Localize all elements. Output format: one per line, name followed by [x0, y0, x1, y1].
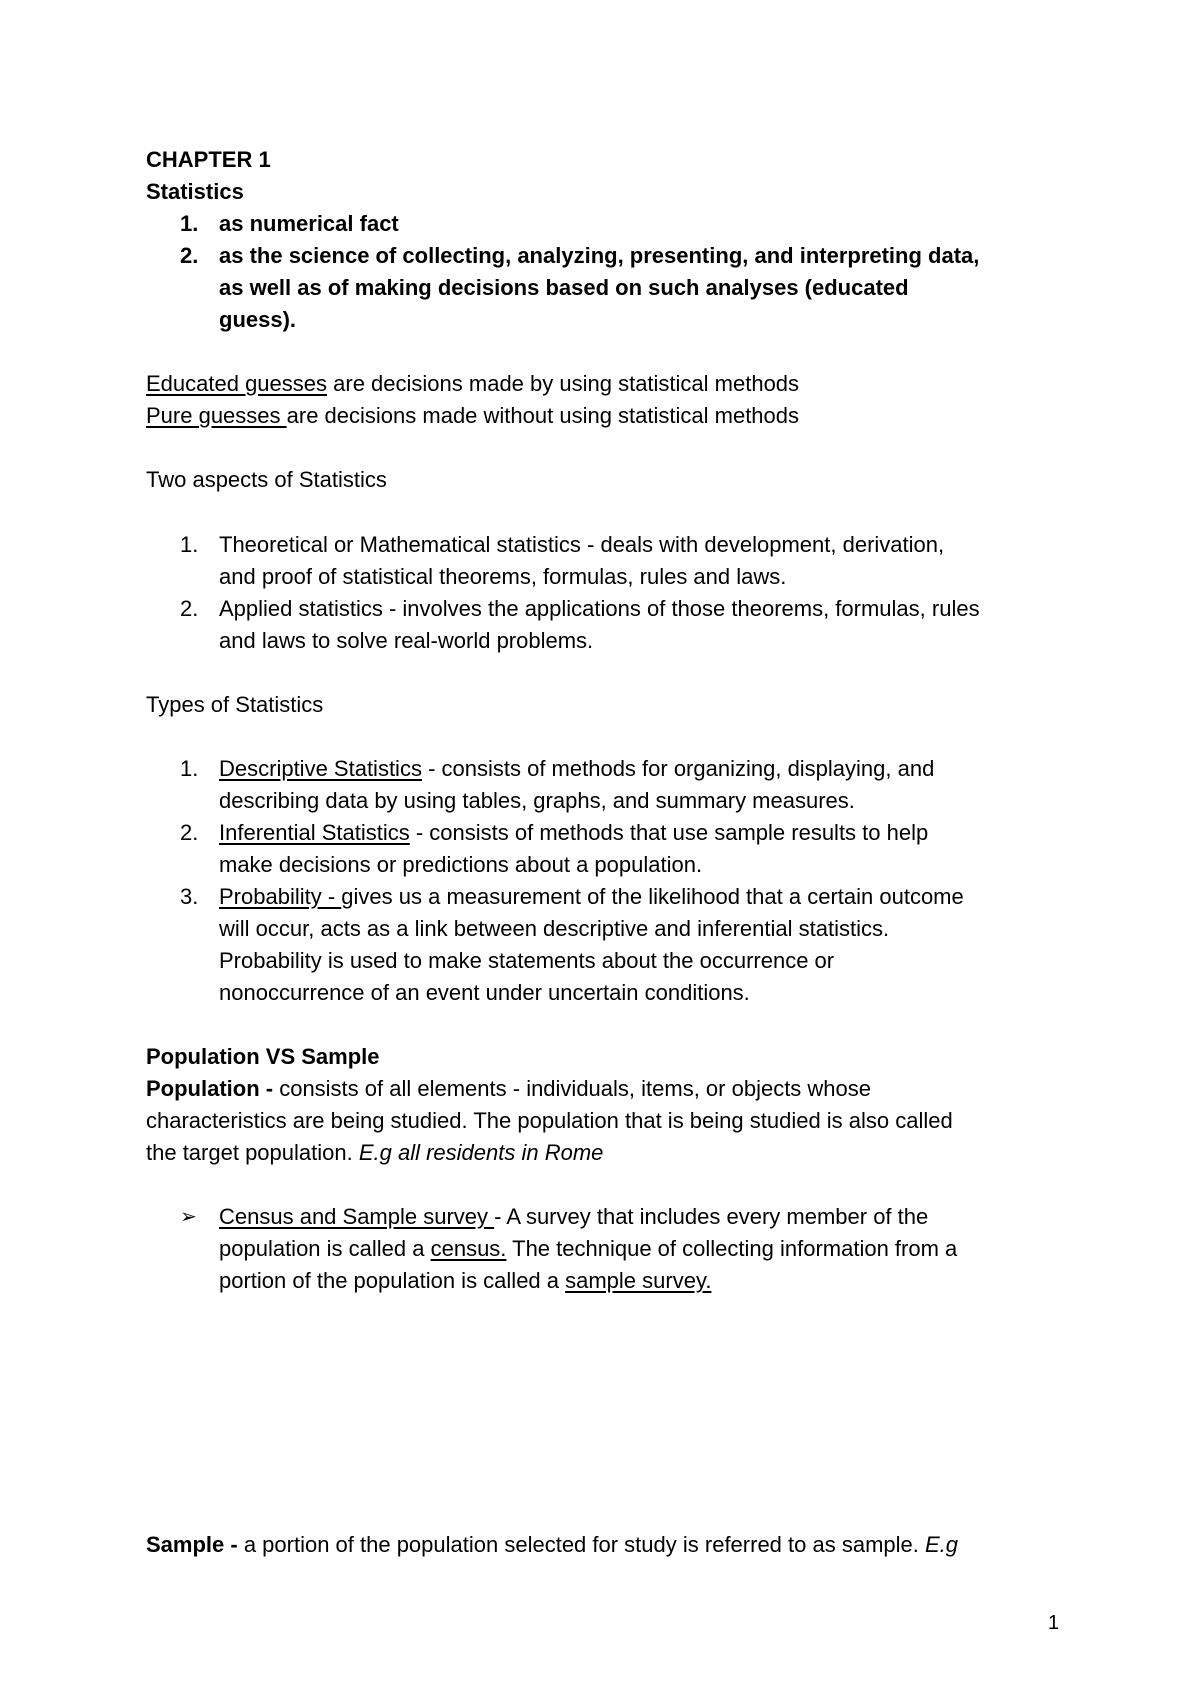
census-line-2-start: population is called a [219, 1236, 431, 1261]
arrow-bullet-icon: ➢ [180, 1206, 197, 1228]
census-line-2-end: The technique of collecting information from a [506, 1236, 958, 1261]
definition-2-line-2: as well as of making decisions based on such analyses (educated [219, 275, 909, 300]
pure-guesses-text: are decisions made without using statistical methods [286, 403, 800, 428]
population-definition-start: consists of all elements - individuals, items, or objects whose [279, 1076, 872, 1101]
pure-guesses-line [146, 402, 799, 430]
census-line-2 [219, 1235, 957, 1263]
aspect-2-line-2: and laws to solve real-world problems. [219, 628, 594, 653]
definition-2-line-3: guess). [219, 307, 297, 332]
sample-example: E.g [924, 1532, 959, 1557]
type-2-number: 2. [180, 820, 199, 845]
population-term: Population - [146, 1076, 280, 1101]
census-line-1 [219, 1203, 928, 1231]
chapter-title: CHAPTER 1 [146, 147, 271, 172]
probability-term: Probability - [219, 884, 342, 909]
educated-guesses-text: are decisions made by using statistical methods [327, 371, 800, 396]
population-line-3-text: the target population. [146, 1140, 359, 1165]
aspect-1-line-2: and proof of statistical theorems, formulas, rules and laws. [219, 564, 787, 589]
sample-survey-word: sample survey. [565, 1268, 712, 1293]
population-line-2: characteristics are being studied. The population that is being studied is also called [146, 1108, 953, 1133]
census-line-3 [219, 1267, 711, 1295]
population-example: E.g all residents in Rome [358, 1140, 604, 1165]
sample-term: Sample - [146, 1532, 244, 1557]
definition-2-number: 2. [180, 243, 199, 268]
aspect-1-line-1: Theoretical or Mathematical statistics - deals with development, derivation, [219, 532, 945, 557]
educated-guesses-term: Educated guesses [146, 371, 328, 396]
definition-1-number: 1. [180, 211, 199, 236]
sample-line [146, 1531, 958, 1559]
type-3-number: 3. [180, 884, 199, 909]
type-1-definition-start: - consists of methods for organizing, displaying, and [421, 756, 935, 781]
aspect-2-line-1: Applied statistics - involves the applications of those theorems, formulas, rules [219, 596, 980, 621]
type-1-line-1 [219, 755, 934, 783]
type-1-number: 1. [180, 756, 199, 781]
census-line-3-start: portion of the population is called a [219, 1268, 566, 1293]
aspect-2-number: 2. [180, 596, 199, 621]
definition-1-text: as numerical fact [219, 211, 399, 236]
population-line-1 [146, 1075, 871, 1103]
census-definition-start: - A survey that includes every member of the [494, 1204, 929, 1229]
type-2-line-2: make decisions or predictions about a population. [219, 852, 703, 877]
type-1-line-2: describing data by using tables, graphs, and summary measures. [219, 788, 855, 813]
educated-guesses-line [146, 370, 799, 398]
census-sample-survey-term: Census and Sample survey [219, 1204, 495, 1229]
type-3-definition-start: gives us a measurement of the likelihood that a certain outcome [341, 884, 964, 909]
pure-guesses-term: Pure guesses [146, 403, 287, 428]
definition-2-line-1: as the science of collecting, analyzing, presenting, and interpreting data, [219, 243, 980, 268]
aspects-heading: Two aspects of Statistics [146, 467, 387, 492]
type-3-line-1 [219, 883, 964, 911]
type-2-line-1 [219, 819, 928, 847]
type-3-line-4: nonoccurrence of an event under uncertain conditions. [219, 980, 750, 1005]
types-heading: Types of Statistics [146, 692, 324, 717]
aspect-1-number: 1. [180, 532, 199, 557]
type-3-line-2: will occur, acts as a link between descriptive and inferential statistics. [219, 916, 890, 941]
sample-definition: a portion of the population selected for study is referred to as sample. [243, 1532, 925, 1557]
descriptive-statistics-term: Descriptive Statistics [219, 756, 422, 781]
population-sample-heading: Population VS Sample [146, 1044, 380, 1069]
statistics-heading: Statistics [146, 179, 244, 204]
inferential-statistics-term: Inferential Statistics [219, 820, 410, 845]
type-2-definition-start: - consists of methods that use sample results to help [409, 820, 929, 845]
page-number: 1 [1048, 1612, 1060, 1634]
type-3-line-3: Probability is used to make statements about the occurrence or [219, 948, 835, 973]
census-word: census. [430, 1236, 507, 1261]
population-line-3 [146, 1139, 603, 1167]
